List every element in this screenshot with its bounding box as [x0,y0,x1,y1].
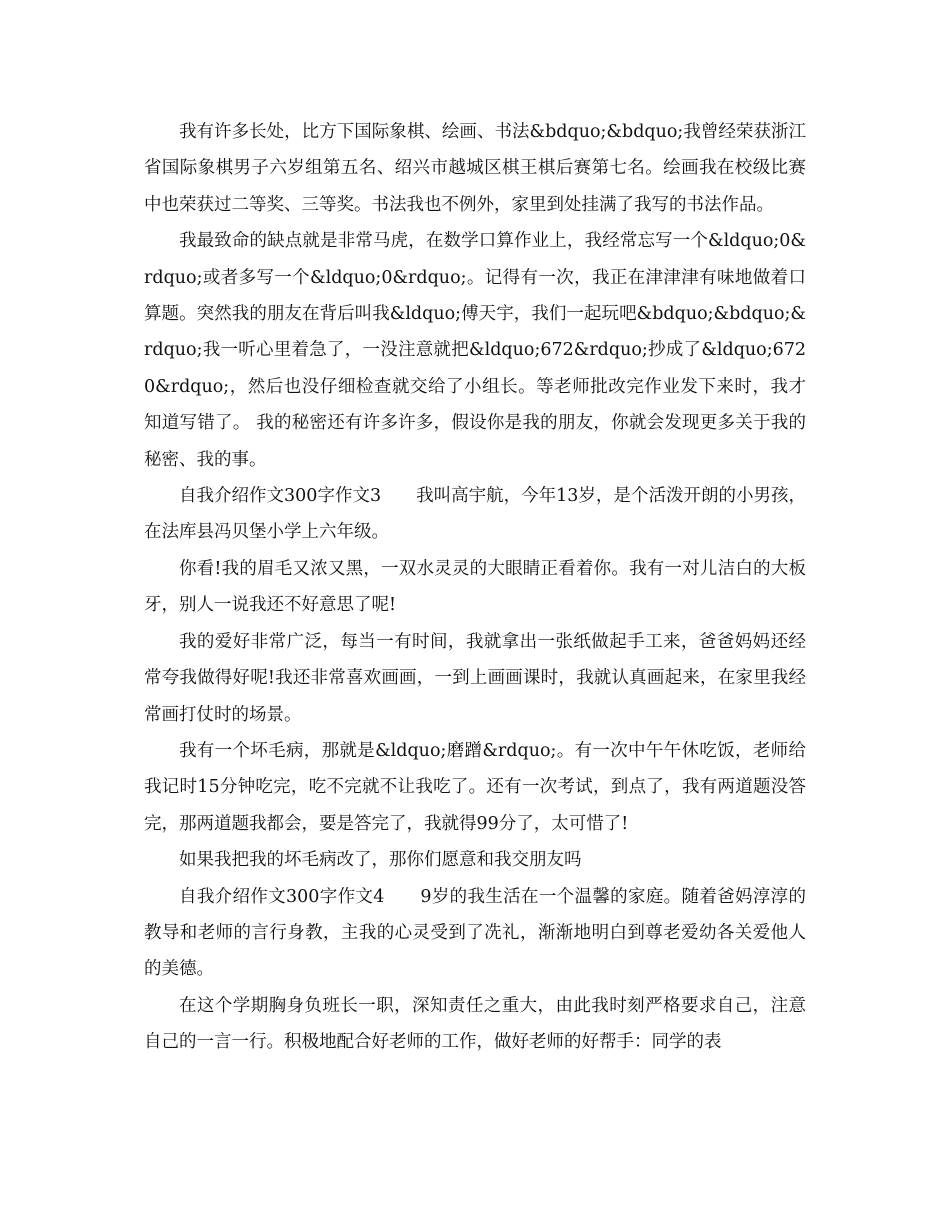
paragraph-essay-3-intro: 自我介绍作文300字作文3 我叫高宇航，今年13岁，是个活泼开朗的小男孩，在法库县冯贝堡小学上六年级。 [144,486,806,543]
paragraph-bad-habit: 我有一个坏毛病，那就是&ldquo;磨蹭&rdquo;。有一次中午午休吃饭，老师给我记时15分钟吃完，吃不完就不让我吃了。还有一次考试，到点了，我有两道题没答完，那两道题我都会，要是答完了，我就得99分了，太可惜了! [144,740,806,834]
paragraph-essay-4-intro: 自我介绍作文300字作文4 9岁的我生活在一个温馨的家庭。随着爸妈淳淳的教导和老师的言行身教，主我的心灵受到了冼礼，渐渐地明白到尊老爱幼各关爱他人的美德。 [144,886,806,980]
paragraph-hobbies: 我的爱好非常广泛，每当一有时间，我就拿出一张纸做起手工来，爸爸妈妈还经常夸我做得好呢!我还非常喜欢画画，一到上画画课时，我就认真画起来，在家里我经常画打仗时的场景。 [144,631,806,725]
document-body [144,114,806,1061]
paragraph-friendship-question: 如果我把我的坏毛病改了，那你们愿意和我交朋友吗 [179,850,582,871]
paragraph-strengths: 我有许多长处，比方下国际象棋、绘画、书法&bdquo;&bdquo;我曾经荣获浙江省国际象棋男子六岁组第五名、绍兴市越城区棋王棋后赛第七名。绘画我在校级比赛中也荣获过二等奖、三等奖。书法我也不例外，家里到处挂满了我写的书法作品。 [144,122,806,215]
paragraph-weakness-carelessness: 我最致命的缺点就是非常马虎，在数学口算作业上，我经常忘写一个&ldquo;0&rdquo;或者多写一个&ldquo;0&rdquo;。记得有一次，我正在津津津有味地做着口算题。突然我的朋友在背后叫我&ldquo;傅天宇，我们一起玩吧&bdquo;&bdquo;&rdquo;我一听心里着急了，一没注意就把&ldquo;672&rdquo;抄成了&ldquo;6720&rdquo;，然后也没仔细检查就交给了小组长。等老师批改完作业发下来时，我才知道写错了。 我的秘密还有许多许多，假设你是我的朋友，你就会发现更多关于我的秘密、我的事。 [144,231,806,470]
paragraph-class-monitor: 在这个学期胸身负班长一职，深知责任之重大，由此我时刻严格要求自己，注意自己的一言一行。积极地配合好老师的工作，做好老师的好帮手：同学的表 [144,995,806,1053]
paragraph-appearance: 你看!我的眉毛又浓又黑，一双水灵灵的大眼睛正看着你。我有一对儿洁白的大板牙，别人一说我还不好意思了呢! [144,558,806,616]
